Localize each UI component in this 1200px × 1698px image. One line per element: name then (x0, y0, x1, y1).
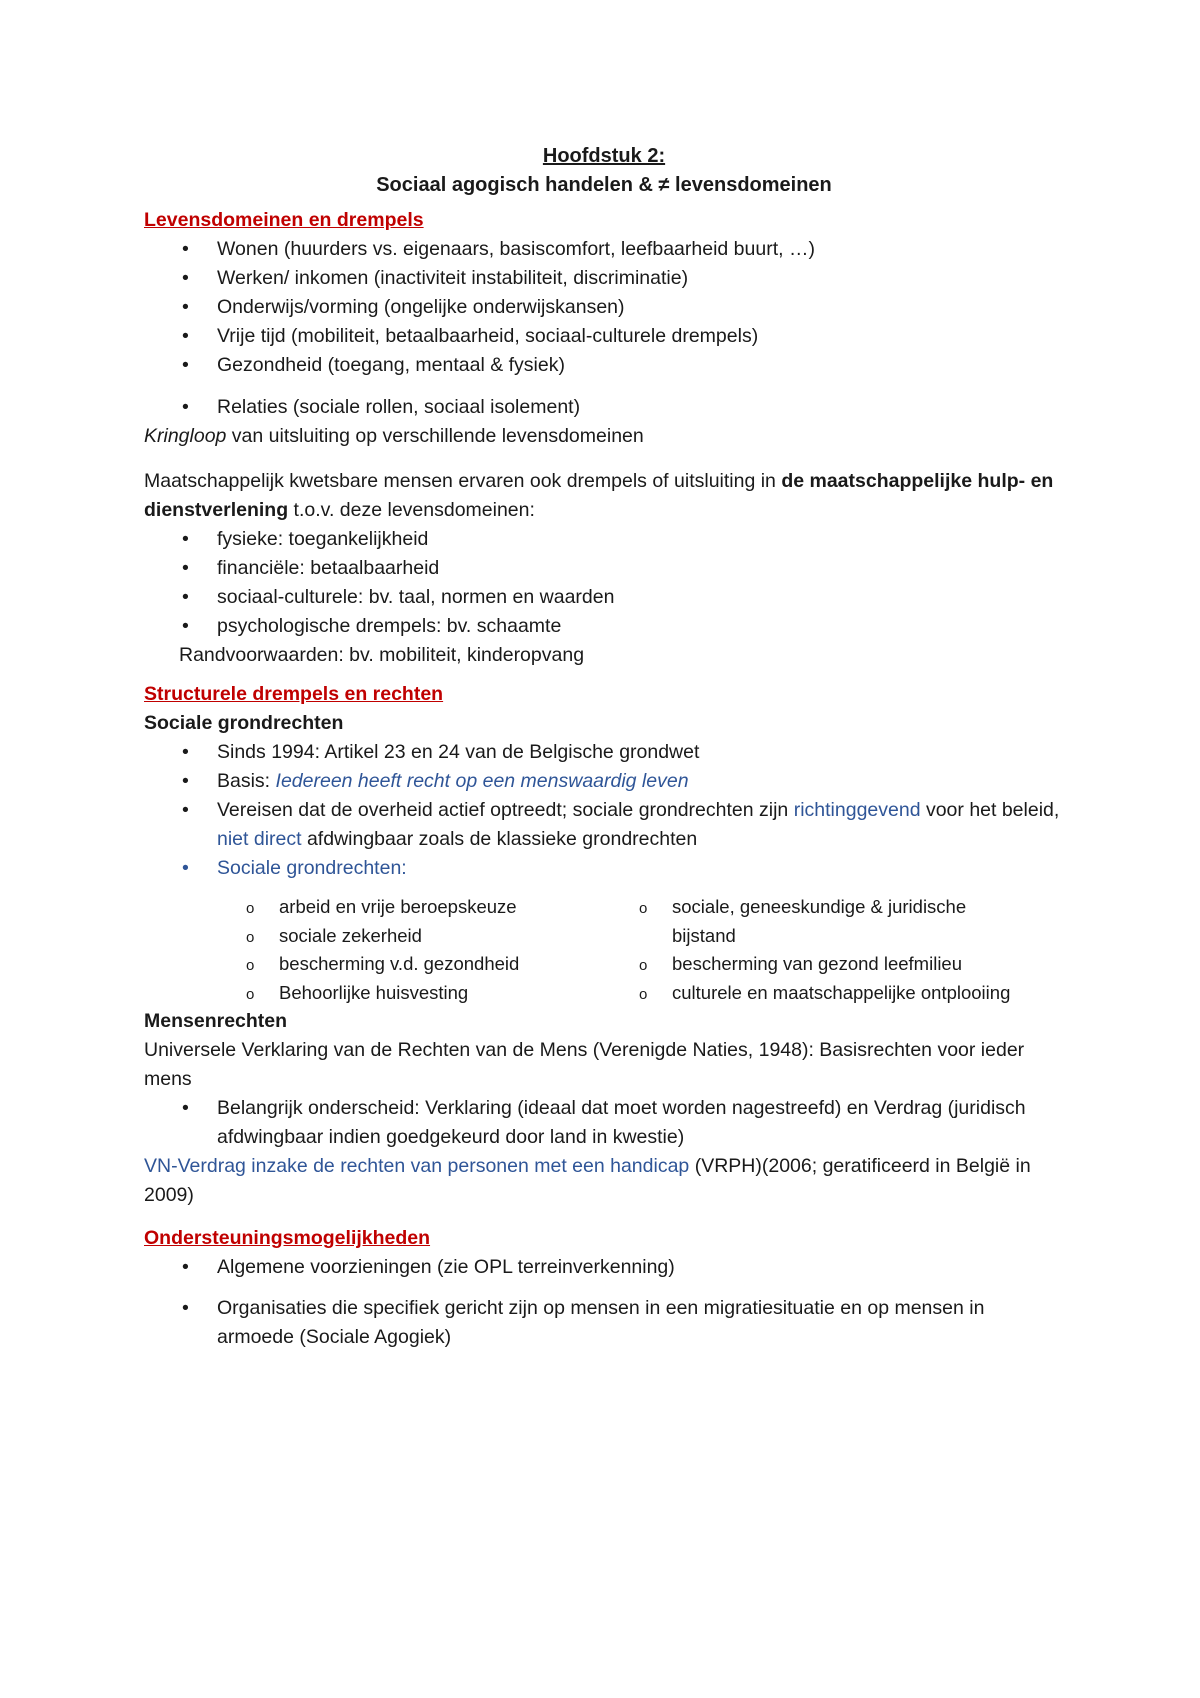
paragraph-bold-text: de maatschappelijke hulp- en dienstverlening (144, 470, 1054, 521)
kringloop-text: van uitsluiting op verschillende levensdomeinen (226, 425, 644, 447)
mensenrechten-list (144, 1094, 1064, 1152)
list-item: • financiële: betaalbaarheid (144, 554, 1064, 583)
item-highlight: richtinggevend (793, 799, 921, 821)
list-item: • sociaal-culturele: bv. taal, normen en waarden (144, 583, 1064, 612)
sublist-item: o bescherming v.d. gezondheid (246, 950, 639, 979)
section-heading-ondersteuning: Ondersteuningsmogelijkheden (144, 1227, 431, 1249)
chapter-subtitle: Sociaal agogisch handelen & ≠ levensdomeinen (376, 174, 832, 196)
sublist-item: o culturele en maatschappelijke ontplooiing (639, 979, 1032, 1008)
section-heading-structurele-drempels: Structurele drempels en rechten (144, 683, 444, 705)
list-item: • Sinds 1994: Artikel 23 en 24 van de Belgische grondwet (144, 738, 1064, 767)
list-item: • Wonen (huurders vs. eigenaars, basiscomfort, leefbaarheid buurt, …) (144, 235, 1064, 264)
list-item (144, 796, 1064, 854)
drempels-paragraph (144, 467, 1064, 525)
item-highlight: niet direct (217, 828, 302, 850)
list-item: • Onderwijs/vorming (ongelijke onderwijskansen) (144, 293, 1064, 322)
document-page (144, 142, 1064, 1352)
sublist-item: o Behoorlijke huisvesting (246, 979, 639, 1008)
vn-verdrag-title: VN-Verdrag inzake de rechten van personen met een handicap (144, 1155, 690, 1177)
ondersteuning-list (144, 1253, 1064, 1352)
drempels-list (144, 525, 1064, 641)
list-item: • psychologische drempels: bv. schaamte (144, 612, 1064, 641)
paragraph-text: t.o.v. deze levensdomeinen: (288, 499, 535, 521)
chapter-title: Hoofdstuk 2: (542, 145, 666, 167)
document-title (144, 142, 1064, 200)
list-item: • Gezondheid (toegang, mentaal & fysiek) (144, 351, 1064, 380)
sublist-item: o sociale, geneeskundige & juridische bijstand (639, 893, 1012, 950)
rights-columns (144, 893, 1064, 1007)
item-text: afdwingbaar zoals de klassieke grondrechten (301, 828, 698, 850)
item-label: Basis: (217, 770, 276, 792)
vn-verdrag-text: (VRPH)(2006; geratificeerd in België in 2009) (144, 1155, 1031, 1206)
section-heading-levensdomeinen: Levensdomeinen en drempels (144, 209, 424, 231)
subheading-mensenrechten: Mensenrechten (144, 1010, 288, 1032)
grondrechten-list (144, 738, 1064, 883)
list-item: • Werken/ inkomen (inactiviteit instabiliteit, discriminatie) (144, 264, 1064, 293)
list-item: • Sociale grondrechten: (144, 854, 1064, 883)
rights-column-right (639, 893, 1032, 1007)
rights-column-left (246, 893, 639, 1007)
list-item: • Vrije tijd (mobiliteit, betaalbaarheid, sociaal-culturele drempels) (144, 322, 1064, 351)
item-text: voor het beleid, (920, 799, 1060, 821)
list-item: • Relaties (sociale rollen, sociaal isolement) (144, 393, 1064, 422)
item-text: Vereisen dat de overheid actief optreedt; sociale grondrechten zijn (217, 799, 794, 821)
list-item (144, 767, 1064, 796)
sublist-item: o arbeid en vrije beroepskeuze (246, 893, 639, 922)
subheading-sociale-grondrechten: Sociale grondrechten (144, 712, 344, 734)
kringloop-term: Kringloop (144, 425, 227, 447)
sublist-item: o bescherming van gezond leefmilieu (639, 950, 1032, 979)
levensdomeinen-list (144, 235, 1064, 422)
list-item: • Belangrijk onderscheid: Verklaring (ideaal dat moet worden nagestreefd) en Verdrag (juridisch afdwingbaar indien goedgekeurd door land in kwestie) (144, 1094, 1064, 1152)
randvoorwaarden-text: Randvoorwaarden: bv. mobiliteit, kinderopvang (179, 644, 585, 666)
paragraph-text: Maatschappelijk kwetsbare mensen ervaren ook drempels of uitsluiting in (144, 470, 782, 492)
sublist-item: o sociale zekerheid (246, 922, 639, 951)
universele-verklaring-text: Universele Verklaring van de Rechten van de Mens (Verenigde Naties, 1948): Basisrechten voor ieder mens (144, 1039, 1025, 1090)
list-item: • Organisaties die specifiek gericht zijn op mensen in een migratiesituatie en op mensen in armoede (Sociale Agogiek) (144, 1294, 1064, 1352)
list-item: • Algemene voorzieningen (zie OPL terreinverkenning) (144, 1253, 1064, 1282)
list-item: • fysieke: toegankelijkheid (144, 525, 1064, 554)
item-emphasis: Iedereen heeft recht op een menswaardig leven (275, 770, 689, 792)
kringloop-paragraph (144, 422, 1064, 451)
vn-verdrag-paragraph (144, 1152, 1064, 1210)
